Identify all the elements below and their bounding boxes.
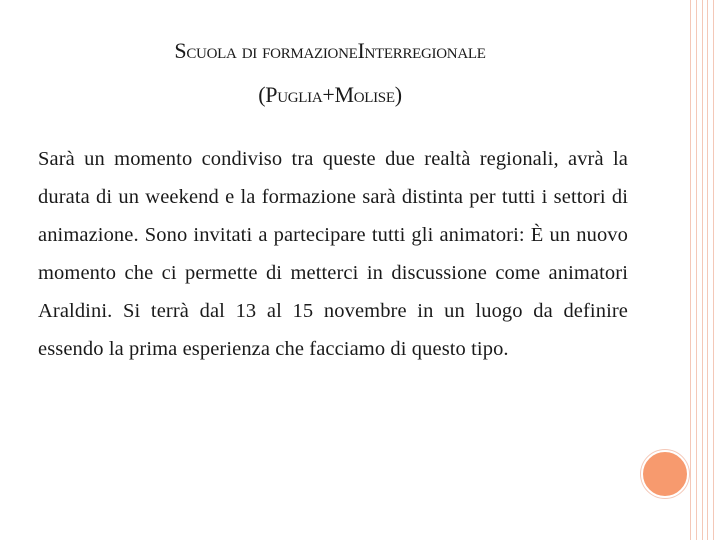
- decorative-border-line: [690, 0, 691, 540]
- decorative-circle: [641, 450, 689, 498]
- decorative-border-line: [696, 0, 697, 540]
- decorative-border-line: [707, 0, 708, 540]
- decorative-border-line: [713, 0, 714, 540]
- slide-body-text: Sarà un momento condiviso tra queste due realtà regionali, avrà la durata di un weekend e la formazione sarà distinta per tutti i settori di animazione. Sono invitati a partecipare tutti gli animatori: È un nuovo momento che ci permette di metterci in discussione come animatori Araldini. Si terrà dal 13 al 15 novembre in un luogo da definire essendo la prima esperienza che facciamo di questo tipo.: [38, 148, 628, 360]
- slide-subtitle: (Puglia+Molise): [258, 82, 402, 107]
- decorative-border-line: [702, 0, 703, 540]
- slide-title: Scuola di formazioneInterregionale: [174, 38, 486, 63]
